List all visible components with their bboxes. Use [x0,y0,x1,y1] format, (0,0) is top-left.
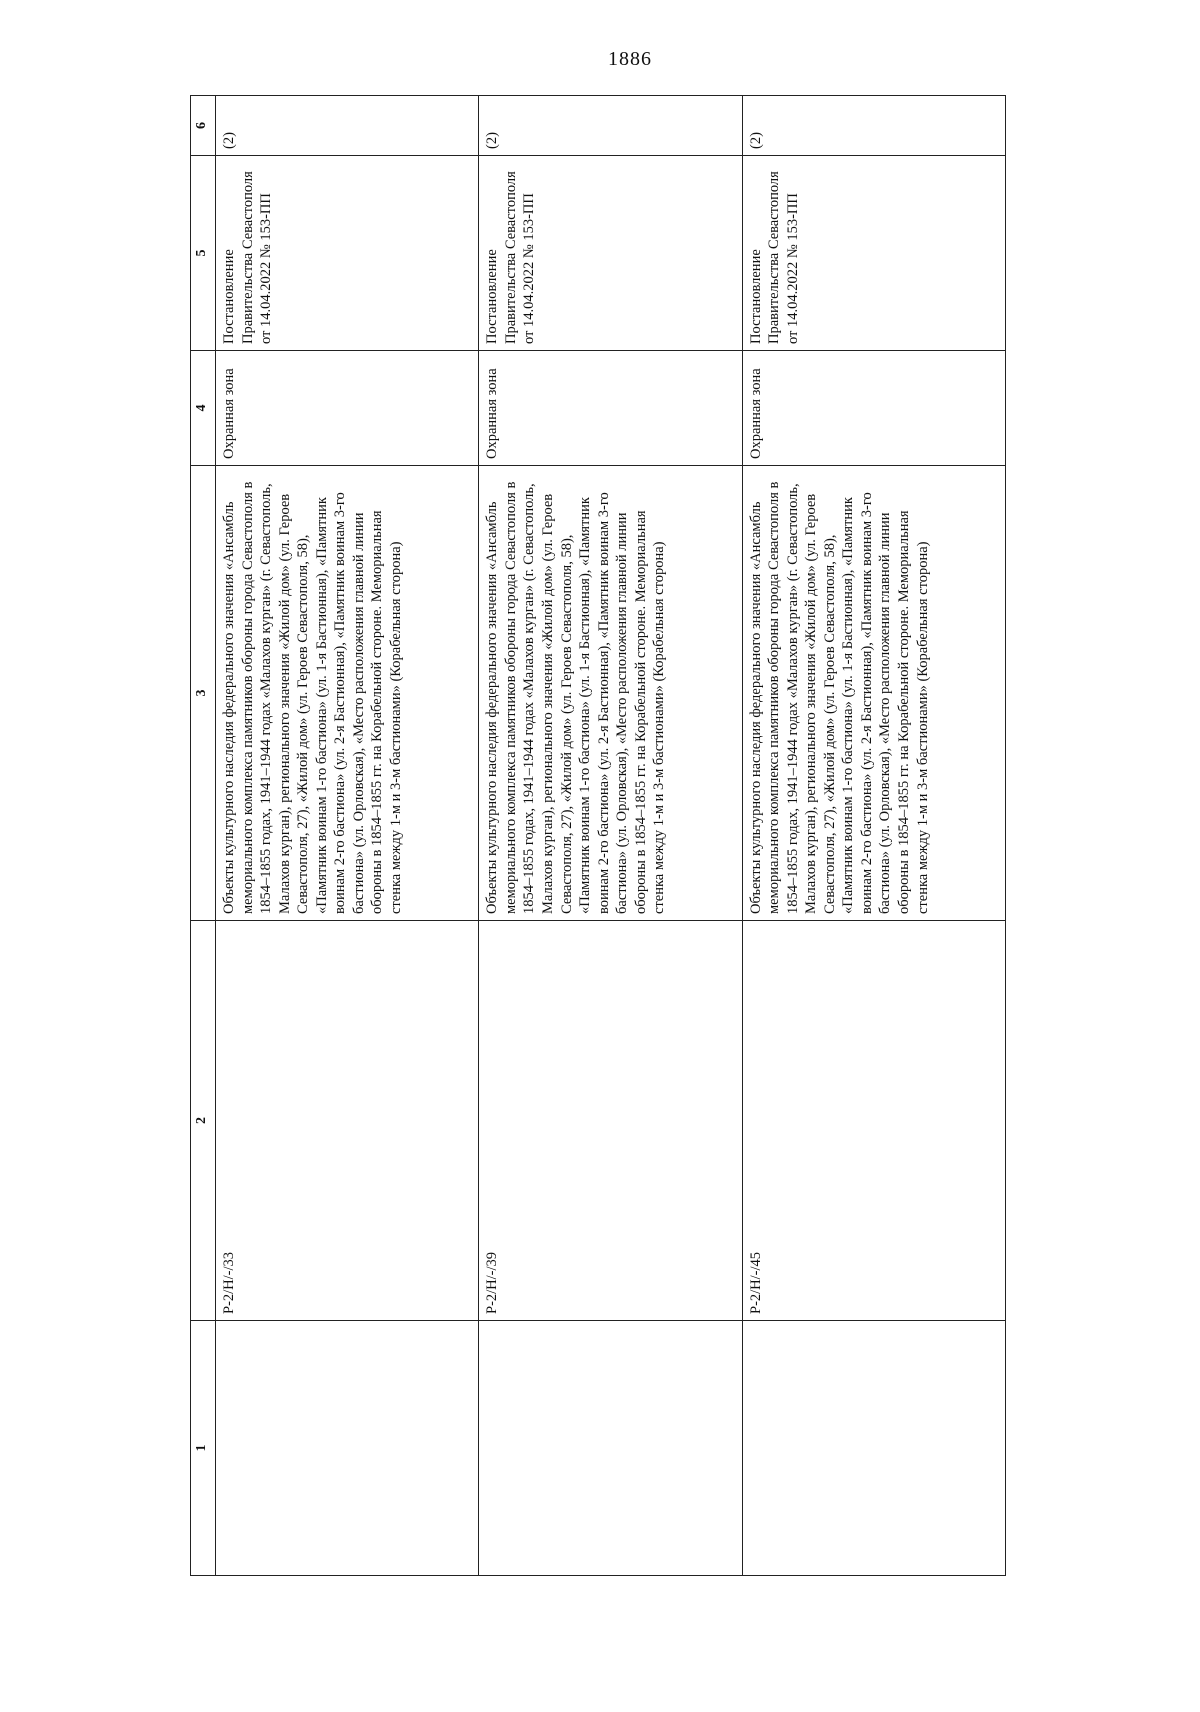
cell-col-1 [479,1321,742,1576]
cell-note: (2) [479,96,742,156]
table-row [216,96,479,1576]
cell-col-1 [216,1321,479,1576]
cell-description: Объекты культурного наследия федерального значения «Ансамбль мемориального комплекса памятников обороны города Севастополя в 1854–1855 годах, 1941–1944 годах «Малахов курган» (г. Севастополь, Малахов курган), регионального значения «Жилой дом» (ул. Героев Севастополя, 27), «Жилой дом» (ул. Героев Севастополя, 58), «Памятник воинам 1-го бастиона» (ул. 1-я Бастионная), «Памятник воинам 2-го бастиона» (ул. 2-я Бастионная), «Памятник воинам 3-го бастиона» (ул. Орловская), «Место расположения главной линии обороны в 1854–1855 гг. на Корабельной стороне. Мемориальная стенка между 1-м и 3-м бастионами» (Корабельная сторона) [479,466,742,921]
table-frame [190,96,1006,1576]
cell-description: Объекты культурного наследия федерального значения «Ансамбль мемориального комплекса памятников обороны города Севастополя в 1854–1855 годах, 1941–1944 годах «Малахов курган» (г. Севастополь, Малахов курган), регионального значения «Жилой дом» (ул. Героев Севастополя, 27), «Жилой дом» (ул. Героев Севастополя, 58), «Памятник воинам 1-го бастиона» (ул. 1-я Бастионная), «Памятник воинам 2-го бастиона» (ул. 2-я Бастионная), «Памятник воинам 3-го бастиона» (ул. Орловская), «Место расположения главной линии обороны в 1854–1855 гг. на Корабельной стороне. Мемориальная стенка между 1-м и 3-м бастионами» (Корабельная сторона) [742,466,1005,921]
cell-document: Постановление Правительства Севастополя от 14.04.2022 № 153-ПП [216,156,479,351]
cell-zone: Охранная зона [742,351,1005,466]
cell-zone: Охранная зона [479,351,742,466]
cell-col-1 [742,1321,1005,1576]
cell-document: Постановление Правительства Севастополя от 14.04.2022 № 153-ПП [742,156,1005,351]
header-col-4: 4 [191,351,216,466]
cell-description: Объекты культурного наследия федерального значения «Ансамбль мемориального комплекса памятников обороны города Севастополя в 1854–1855 годах, 1941–1944 годах «Малахов курган» (г. Севастополь, Малахов курган), регионального значения «Жилой дом» (ул. Героев Севастополя, 27), «Жилой дом» (ул. Героев Севастополя, 58), «Памятник воинам 1-го бастиона» (ул. 1-я Бастионная), «Памятник воинам 2-го бастиона» (ул. 2-я Бастионная), «Памятник воинам 3-го бастиона» (ул. Орловская), «Место расположения главной линии обороны в 1854–1855 гг. на Корабельной стороне. Мемориальная стенка между 1-м и 3-м бастионами» (Корабельная сторона) [216,466,479,921]
cell-note: (2) [216,96,479,156]
header-col-6: 6 [191,96,216,156]
cell-code: Р-2/Н/-/33 [216,921,479,1321]
header-col-5: 5 [191,156,216,351]
header-col-1: 1 [191,1321,216,1576]
cell-code: Р-2/Н/-/39 [479,921,742,1321]
cell-zone: Охранная зона [216,351,479,466]
cell-note: (2) [742,96,1005,156]
header-col-3: 3 [191,466,216,921]
header-row [191,96,216,1576]
table-row [479,96,742,1576]
page-number: 1886 [608,48,652,70]
heritage-table [190,95,1006,1576]
table-row [742,96,1005,1576]
header-col-2: 2 [191,921,216,1321]
cell-code: Р-2/Н/-/45 [742,921,1005,1321]
cell-document: Постановление Правительства Севастополя от 14.04.2022 № 153-ПП [479,156,742,351]
